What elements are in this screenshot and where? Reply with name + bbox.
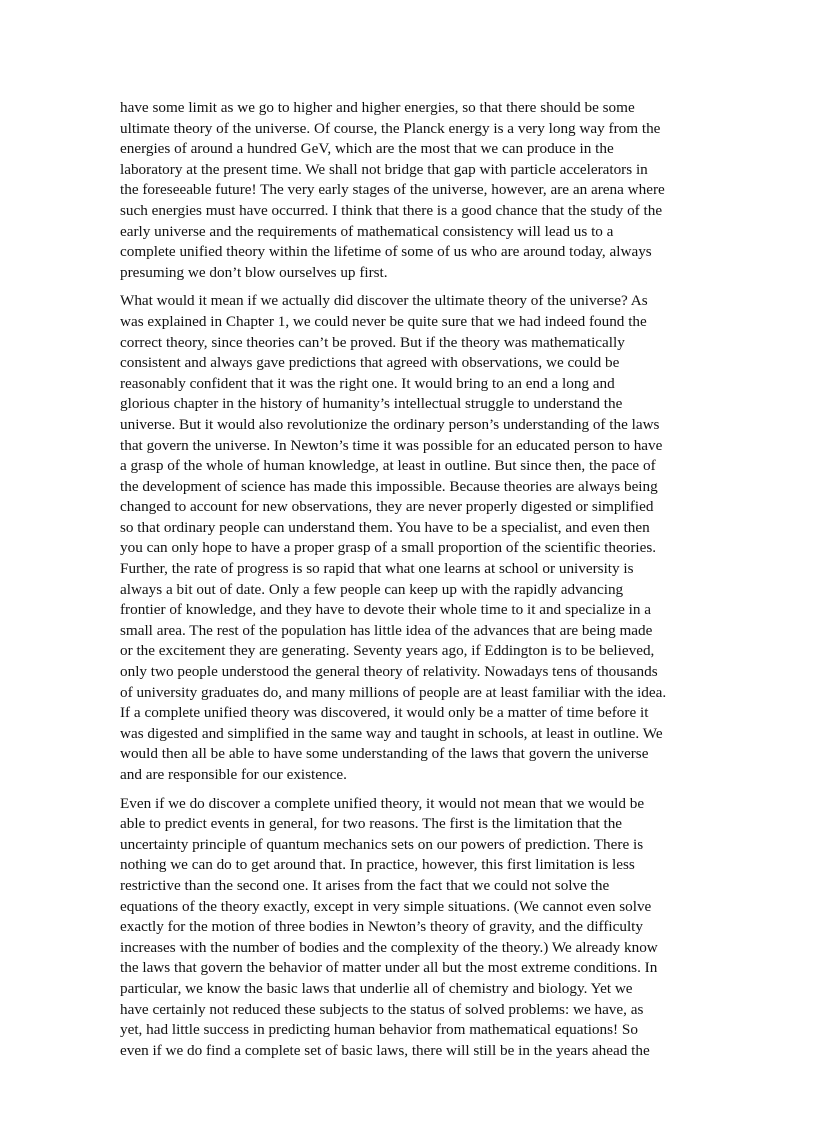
text-line: was digested and simplified in the same way and taught in schools, at least in outline. We (120, 724, 663, 742)
text-line: changed to account for new observations, they are never properly digested or simplified (120, 498, 654, 516)
text-line: early universe and the requirements of mathematical consistency will lead us to a (120, 222, 614, 240)
text-line: particular, we know the basic laws that underlie all of chemistry and biology. Yet we (120, 979, 633, 997)
text-line: If a complete unified theory was discovered, it would only be a matter of time before it (120, 704, 649, 722)
text-line: so that ordinary people can understand them. You have to be a specialist, and even then (120, 518, 650, 536)
text-line: the development of science has made this impossible. Because theories are always being (120, 477, 658, 495)
text-line: a grasp of the whole of human knowledge, at least in outline. But since then, the pace of (120, 457, 656, 475)
paragraph-2 (120, 291, 708, 785)
text-line: small area. The rest of the population has little idea of the advances that are being made (120, 621, 653, 639)
text-line: the laws that govern the behavior of matter under all but the most extreme conditions. In (120, 959, 658, 977)
text-line: laboratory at the present time. We shall not bridge that gap with particle accelerators in (120, 160, 648, 178)
text-line: nothing we can do to get around that. In practice, however, this first limitation is less (120, 856, 635, 874)
text-line: exactly for the motion of three bodies in Newton’s theory of gravity, and the difficulty (120, 918, 643, 936)
text-line: complete unified theory within the lifetime of some of us who are around today, always (120, 243, 652, 261)
text-line: even if we do find a complete set of basic laws, there will still be in the years ahead the (120, 1041, 650, 1059)
text-line: yet, had little success in predicting human behavior from mathematical equations! So (120, 1021, 638, 1039)
text-line: have certainly not reduced these subjects to the status of solved problems: we have, as (120, 1000, 644, 1018)
text-line: that govern the universe. In Newton’s time it was possible for an educated person to have (120, 436, 663, 454)
text-line: only two people understood the general theory of relativity. Nowadays tens of thousands (120, 663, 658, 681)
text-line: you can only hope to have a proper grasp of a small proportion of the scientific theories. (120, 539, 657, 557)
text-line: such energies must have occurred. I think that there is a good chance that the study of the (120, 201, 663, 219)
text-line: frontier of knowledge, and they have to devote their whole time to it and specialize in a (120, 601, 651, 619)
text-line: uncertainty principle of quantum mechanics sets on our powers of prediction. There is (120, 835, 644, 853)
text-line: have some limit as we go to higher and higher energies, so that there should be some (120, 99, 635, 116)
text-line: or the excitement they are generating. Seventy years ago, if Eddington is to be believed, (120, 642, 655, 660)
text-line: ultimate theory of the universe. Of course, the Planck energy is a very long way from the (120, 119, 661, 137)
text-line: was explained in Chapter 1, we could never be quite sure that we had indeed found the (120, 312, 647, 330)
text-line: increases with the number of bodies and the complexity of the theory.) We already know (120, 938, 658, 956)
text-line: glorious chapter in the history of humanity’s intellectual struggle to understand the (120, 395, 623, 413)
text-line: and are responsible for our existence. (120, 766, 347, 783)
text-line: able to predict events in general, for two reasons. The first is the limitation that the (120, 815, 623, 833)
text-line: What would it mean if we actually did discover the ultimate theory of the universe? As (120, 292, 648, 310)
text-line: would then all be able to have some understanding of the laws that govern the universe (120, 745, 649, 763)
text-line: universe. But it would also revolutionize the ordinary person’s understanding of the laws (120, 415, 660, 433)
text-line: correct theory, since theories can’t be proved. But if the theory was mathematically (120, 333, 625, 351)
text-line: equations of the theory exactly, except in very simple situations. (We cannot even solve (120, 897, 652, 915)
text-line: restrictive than the second one. It arises from the fact that we could not solve the (120, 876, 610, 894)
text-line: presuming we don’t blow ourselves up first. (120, 263, 388, 281)
text-line: the foreseeable future! The very early stages of the universe, however, are an arena where (120, 181, 665, 199)
text-line: reasonably confident that it was the right one. It would bring to an end a long and (120, 374, 615, 392)
document-page (120, 98, 708, 1069)
paragraph-3 (120, 794, 708, 1062)
text-line: of university graduates do, and many millions of people are at least familiar with the idea. (120, 683, 667, 701)
text-line: energies of around a hundred GeV, which are the most that we can produce in the (120, 140, 614, 158)
text-line: consistent and always gave predictions that agreed with observations, we could be (120, 354, 620, 372)
text-line: Further, the rate of progress is so rapid that what one learns at school or university is (120, 560, 634, 578)
paragraph-1 (120, 98, 708, 283)
text-line: always a bit out of date. Only a few people can keep up with the rapidly advancing (120, 580, 624, 598)
text-line: Even if we do discover a complete unified theory, it would not mean that we would be (120, 794, 645, 812)
